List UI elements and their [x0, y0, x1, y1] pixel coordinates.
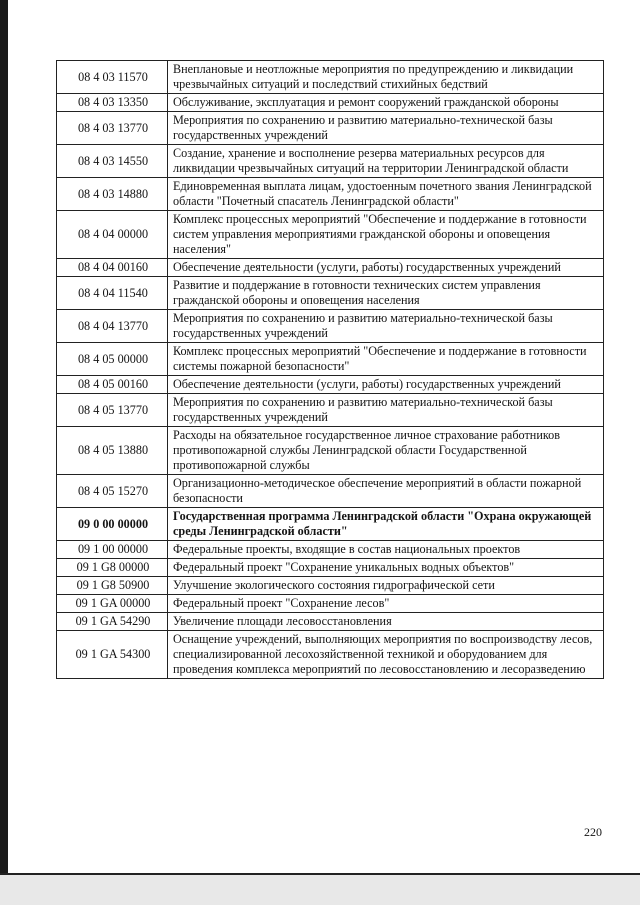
row-name: Организационно-методическое обеспечение мероприятий в области пожарной безопасности: [168, 475, 604, 508]
row-code: 08 4 03 13350: [57, 94, 168, 112]
row-name: Расходы на обязательное государственное личное страхование работников противопожарной службы Ленинградской области Государственной противопожарной службы: [168, 427, 604, 475]
row-code: 08 4 04 11540: [57, 277, 168, 310]
table-row: [57, 310, 604, 343]
row-code: 08 4 04 13770: [57, 310, 168, 343]
row-name: Мероприятия по сохранению и развитию материально-технической базы государственных учреждений: [168, 310, 604, 343]
row-code: 09 1 GA 00000: [57, 595, 168, 613]
row-name: Создание, хранение и восполнение резерва материальных ресурсов для ликвидации чрезвычайных ситуаций на территории Ленинградской области: [168, 145, 604, 178]
row-name: Увеличение площади лесовосстановления: [168, 613, 604, 631]
table-row: [57, 94, 604, 112]
table-row: [57, 394, 604, 427]
table-row: [57, 541, 604, 559]
row-code: 08 4 04 00160: [57, 259, 168, 277]
table-row: [57, 61, 604, 94]
row-code: 08 4 03 13770: [57, 112, 168, 145]
row-name: Внеплановые и неотложные мероприятия по предупреждению и ликвидации чрезвычайных ситуаций и последствий стихийных бедствий: [168, 61, 604, 94]
table-body: [57, 61, 604, 679]
row-name: Федеральный проект "Сохранение лесов": [168, 595, 604, 613]
row-name: Обеспечение деятельности (услуги, работы) государственных учреждений: [168, 376, 604, 394]
row-name: Оснащение учреждений, выполняющих мероприятия по воспроизводству лесов, специализированной лесохозяйственной техникой и оборудованием для проведения комплекса мероприятий по лесовосстановлению и лесоразведению: [168, 631, 604, 679]
row-name: Комплекс процессных мероприятий "Обеспечение и поддержание в готовности систем управления мероприятиями гражданской обороны и оповещения населения": [168, 211, 604, 259]
row-name: Мероприятия по сохранению и развитию материально-технической базы государственных учреждений: [168, 394, 604, 427]
row-code: 08 4 05 00000: [57, 343, 168, 376]
row-name: Мероприятия по сохранению и развитию материально-технической базы государственных учреждений: [168, 112, 604, 145]
row-name: Федеральные проекты, входящие в состав национальных проектов: [168, 541, 604, 559]
row-code: 09 1 GA 54290: [57, 613, 168, 631]
scan-bottom-edge: [0, 873, 640, 905]
row-code: 08 4 05 15270: [57, 475, 168, 508]
table-row: [57, 475, 604, 508]
row-name: Обеспечение деятельности (услуги, работы) государственных учреждений: [168, 259, 604, 277]
table-row: [57, 613, 604, 631]
row-name: Единовременная выплата лицам, удостоенным почетного звания Ленинградской области "Почетный спасатель Ленинградской области": [168, 178, 604, 211]
scan-left-edge: [0, 0, 8, 905]
row-name: Федеральный проект "Сохранение уникальных водных объектов": [168, 559, 604, 577]
table-row: [57, 259, 604, 277]
row-code: 09 1 00 00000: [57, 541, 168, 559]
table-row: [57, 427, 604, 475]
page-number: 220: [584, 825, 602, 839]
table-row: [57, 508, 604, 541]
row-code: 08 4 05 13770: [57, 394, 168, 427]
table-row: [57, 631, 604, 679]
row-name: Развитие и поддержание в готовности технических систем управления гражданской обороны и оповещения населения: [168, 277, 604, 310]
table-row: [57, 376, 604, 394]
table-row: [57, 145, 604, 178]
row-name: Улучшение экологического состояния гидрографической сети: [168, 577, 604, 595]
table-row: [57, 211, 604, 259]
table-row: [57, 343, 604, 376]
row-name: Комплекс процессных мероприятий "Обеспечение и поддержание в готовности системы пожарной безопасности": [168, 343, 604, 376]
table-row: [57, 178, 604, 211]
row-code: 08 4 05 13880: [57, 427, 168, 475]
row-code: 09 1 GA 54300: [57, 631, 168, 679]
row-code: 08 4 04 00000: [57, 211, 168, 259]
row-name: Обслуживание, эксплуатация и ремонт сооружений гражданской обороны: [168, 94, 604, 112]
row-code: 08 4 03 14880: [57, 178, 168, 211]
row-code: 09 1 G8 50900: [57, 577, 168, 595]
table-row: [57, 112, 604, 145]
row-code: 09 0 00 00000: [57, 508, 168, 541]
row-code: 08 4 03 11570: [57, 61, 168, 94]
table-row: [57, 577, 604, 595]
table-row: [57, 559, 604, 577]
row-code: 09 1 G8 00000: [57, 559, 168, 577]
table-row: [57, 277, 604, 310]
row-code: 08 4 03 14550: [57, 145, 168, 178]
row-code: 08 4 05 00160: [57, 376, 168, 394]
budget-classification-table: [56, 60, 604, 679]
table-row: [57, 595, 604, 613]
row-name: Государственная программа Ленинградской области "Охрана окружающей среды Ленинградской области": [168, 508, 604, 541]
